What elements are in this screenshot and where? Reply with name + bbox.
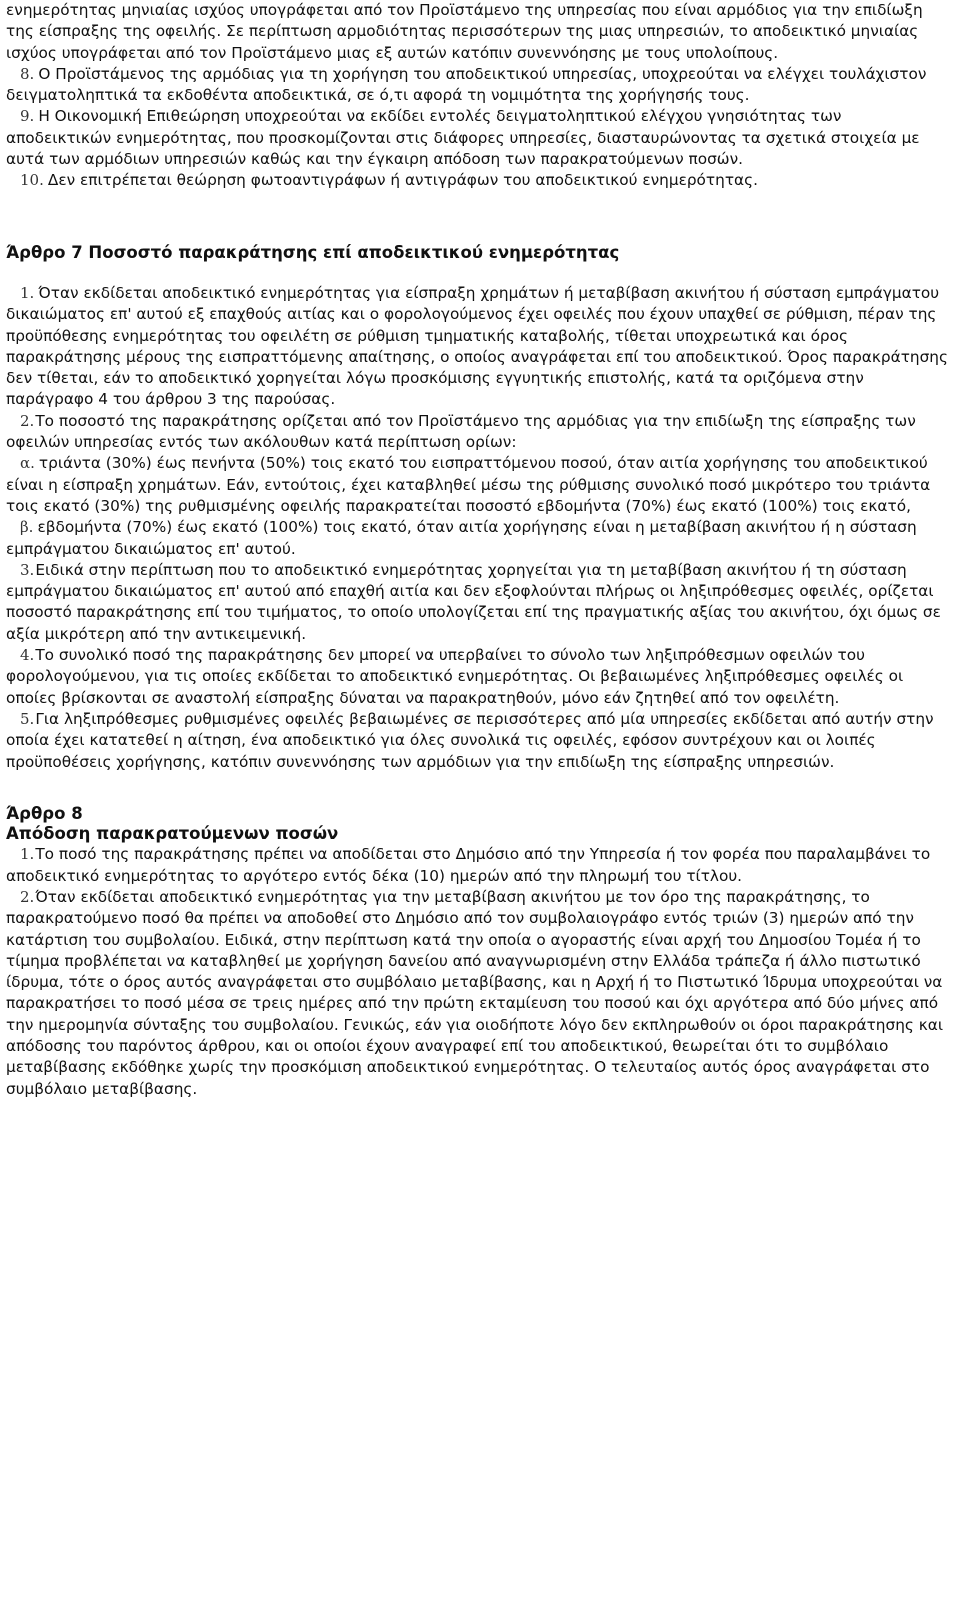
paragraph-8 [6,64,950,107]
paragraph-9 [6,106,950,170]
paragraph-text: Ειδικά στην περίπτωση που το αποδεικτικό ενημερότητας χορηγείται για τη μεταβίβαση ακινήτου ή τη σύσταση εμπράγματου δικαιώματος επ' αυτού από επαχθή αιτία και δεν εξοφλούνται πλήρως οι ληξιπρόθεσμες οφειλές, ορίζεται ποσοστό παρακράτησης επί του τιμήματος, το οποίο υπολογίζεται επί της πραγματικής αξίας του ακινήτου, όχι όμως σε αξία μικρότερη από την αντικειμενική. [6,560,941,643]
paragraph-number: 9. [20,107,35,126]
article-7-paragraph-1 [6,283,950,411]
paragraph-number: 1. [20,283,35,302]
section-gap [6,263,950,283]
article-8-paragraph-1 [6,844,950,887]
paragraph-number: 8. [20,64,35,83]
item-letter: β. [20,518,34,537]
paragraph-10 [6,170,950,191]
item-letter: α. [20,454,35,473]
paragraph-number: 2. [20,411,35,430]
article-7-paragraph-4 [6,645,950,709]
article-8-subtitle: Απόδοση παρακρατούμενων ποσών [6,824,339,844]
paragraph-number: 4. [20,646,35,665]
article-8-paragraph-2 [6,887,950,1100]
paragraph-text: τριάντα (30%) έως πενήντα (50%) τοις εκατό του εισπραττόμενου ποσού, όταν αιτία χορήγησης του αποδεικτικού είναι η είσπραξη χρημάτων. Εάν, εντούτοις, έχει καταβληθεί μέσω της ρύθμισης συνολικό ποσό μικρότερο του τριάντα τοις εκατό (30%) της ρυθμισμένης οφειλής παρακρατείται ποσοστό εβδομήντα (70%) έως εκατό (100%) τοις εκατό, [6,454,931,515]
document-page [6,0,950,1100]
paragraph-text: Ο Προϊστάμενος της αρμόδιας για τη χορήγηση του αποδεικτικού υπηρεσίας, υποχρεούται να ελέγχει τουλάχιστον δειγματοληπτικά τα εκδοθέντα αποδεικτικά, σε ό,τι αφορά τη νομιμότητα της χορήγησής τους. [6,64,927,105]
paragraph-text: Η Οικονομική Επιθεώρηση υποχρεούται να εκδίδει εντολές δειγματοληπτικού ελέγχου γνησιότητας των αποδεικτικών ενημερότητας, που προσκομίζονται στις διάφορες υπηρεσίες, διασταυρώνοντας τα σχετικά στοιχεία με αυτά των αρμόδιων υπηρεσιών καθώς και την έγκαιρη απόδοση των παρακρατούμενων ποσών. [6,107,920,169]
article-7-paragraph-5 [6,709,950,773]
paragraph-text: εβδομήντα (70%) έως εκατό (100%) τοις εκατό, όταν αιτία χορήγησης είναι η μεταβίβαση ακινήτου ή η σύσταση εμπράγματου δικαιώματος επ' αυτού. [6,518,917,558]
section-gap [6,773,950,803]
paragraph-text: Το ποσοστό της παρακράτησης ορίζεται από τον Προϊστάμενο της αρμόδιας για την επιδίωξη της είσπραξης των οφειλών υπηρεσίας εντός των ακόλουθων κατά περίπτωση ορίων: [6,411,916,452]
paragraph-text: ενημερότητας μηνιαίας ισχύος υπογράφεται από τον Προϊστάμενο της υπηρεσίας που είναι αρμόδιος για την επιδίωξη της είσπραξης της οφειλής. Σε περίπτωση αρμοδιότητας περισσότερων της μιας υπηρεσιών, το αποδεικτικό μηνιαίας ισχύος υπογράφεται από τον Προϊστάμενο μιας εξ αυτών κατόπιν συνεννόησης με τους υπολοίπους. [6,1,923,62]
article-7-title: Άρθρο 7 Ποσοστό παρακράτησης επί αποδεικτικού ενημερότητας [6,242,620,262]
article-7-item-b [6,517,950,560]
paragraph-number: 2. [20,887,35,906]
paragraph-number: 1. [20,845,35,864]
article-7-paragraph-2 [6,411,950,454]
paragraph-text: Όταν εκδίδεται αποδεικτικό ενημερότητας για είσπραξη χρημάτων ή μεταβίβαση ακινήτου ή σύσταση εμπράγματου δικαιώματος επ' αυτού εξ επαχθούς αιτίας και ο φορολογούμενος έχει οφειλές που έχουν υπαχθεί σε ρύθμιση, πέραν της προϋπόθεσης ενημερότητας του οφειλέτη σε ρύθμιση τμηματικής καταβολής, τίθεται υποχρεωτικά και όρος παρακράτησης μέρους της εισπραττόμενης απαίτησης, ο οποίος αναγράφεται επί του αποδεικτικού. Όρος παρακράτησης δεν τίθεται, εάν το αποδεικτικό χορηγείται λόγω προσκόμισης εγγυητικής επιστολής, κατά τα οριζόμενα στην παράγραφο 4 του άρθρου 3 της παρούσας. [6,283,948,409]
section-gap [6,192,950,242]
paragraph-number: 5. [20,709,35,728]
paragraph-intro [6,0,950,64]
article-7-item-a [6,453,950,517]
paragraph-number: 10. [20,171,44,190]
article-8-title: Άρθρο 8 [6,803,83,823]
paragraph-number: 3. [20,560,35,579]
paragraph-text: Το συνολικό ποσό της παρακράτησης δεν μπορεί να υπερβαίνει το σύνολο των ληξιπρόθεσμων οφειλών του φορολογούμενου, για τις οποίες εκδίδεται το αποδεικτικό ενημερότητας. Οι βεβαιωμένες ληξιπρόθεσμες οφειλές οι οποίες βρίσκονται σε αναστολή είσπραξης δύναται να παρακρατηθούν, μόνο εάν ζητηθεί από τον οφειλέτη. [6,646,904,707]
paragraph-text: Δεν επιτρέπεται θεώρηση φωτοαντιγράφων ή αντιγράφων του αποδεικτικού ενημερότητας. [47,171,758,190]
article-7-paragraph-3 [6,560,950,645]
paragraph-text: Για ληξιπρόθεσμες ρυθμισμένες οφειλές βεβαιωμένες σε περισσότερες από μία υπηρεσίες εκδίδεται από αυτήν στην οποία έχει κατατεθεί η αίτηση, ένα αποδεικτικό για όλες συνολικά τις οφειλές, εφόσον συντρέχουν και οι λοιπές προϋποθέσεις χορήγησης, κατόπιν συνεννόησης των αρμόδιων για την επιδίωξη της είσπραξης υπηρεσιών. [6,709,934,771]
paragraph-text: Όταν εκδίδεται αποδεικτικό ενημερότητας για την μεταβίβαση ακινήτου με τον όρο της παρακράτησης, το παρακρατούμενο ποσό θα πρέπει να αποδοθεί στο Δημόσιο από τον συμβολαιογράφο εντός τριών (3) ημερών από την κατάρτιση του συμβολαίου. Ειδικά, στην περίπτωση κατά την οποία ο αγοραστής είναι αρχή του Δημοσίου Τομέα ή το τίμημα προβλέπεται να καταβληθεί με χορήγηση δανείου από αναγνωρισμένη στην Ελλάδα τράπεζα ή άλλο πιστωτικό ίδρυμα, τότε ο όρος αυτός αναγράφεται στο συμβόλαιο μεταβίβασης, και η Αρχή ή το Πιστωτικό Ίδρυμα υποχρεούται να παρακρατήσει το ποσό μέσα σε τρεις ημέρες από την πρώτη εκταμίευση του ποσού και όχι αργότερα από δύο μήνες από την ημερομηνία σύνταξης του συμβολαίου. Γενικώς, εάν για οιοδήποτε λόγο δεν εκπληρωθούν οι όροι παρακράτησης και απόδοσης του παρόντος άρθρου, και οι οποίοι έχουν αναγραφεί επί του αποδεικτικού, θεωρείται ότι το συμβόλαιο μεταβίβασης εκδόθηκε χωρίς την προσκόμιση αποδεικτικού ενημερότητας. Ο τελευταίος αυτός όρος αναγράφεται στο συμβόλαιο μεταβίβασης. [6,887,944,1098]
paragraph-text: Το ποσό της παρακράτησης πρέπει να αποδίδεται στο Δημόσιο από την Υπηρεσία ή τον φορέα που παραλαμβάνει το αποδεικτικό ενημερότητας το αργότερο εντός δέκα (10) ημερών από την πληρωμή του τίτλου. [6,845,931,885]
